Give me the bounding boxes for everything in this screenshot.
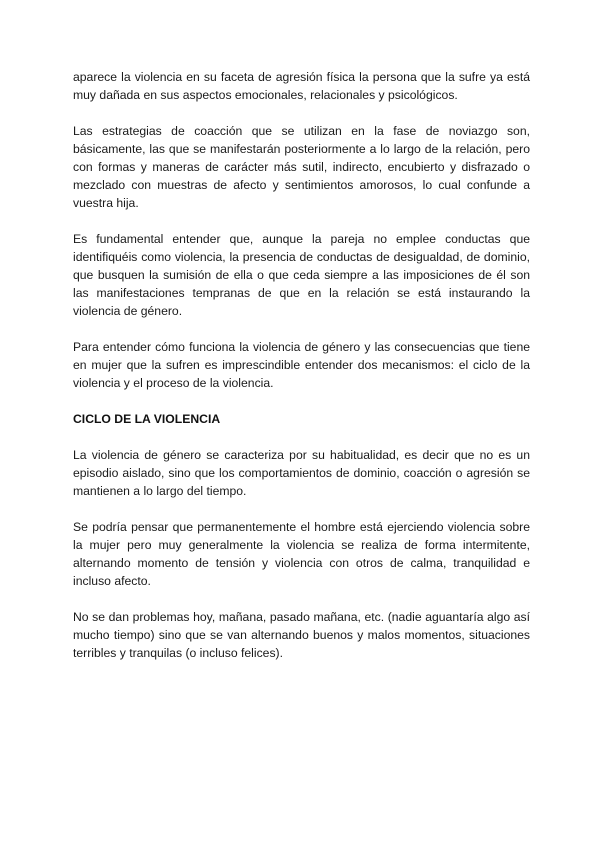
document-page (73, 68, 530, 680)
paragraph-habituality: La violencia de género se caracteriza por su habitualidad, es decir que no es un episodio aislado, sino que los comportamientos de dominio, coacción o agresión se mantienen a lo largo del tiempo. (73, 448, 530, 498)
section-heading-cycle: CICLO DE LA VIOLENCIA (73, 412, 221, 426)
paragraph-intermittent: Se podría pensar que permanentemente el hombre está ejerciendo violencia sobre la mujer pero muy generalmente la violencia se realiza de forma intermitente, alternando momento de tensión y violencia con otros de calma, tranquilidad e incluso afecto. (73, 520, 530, 588)
paragraph-mechanisms: Para entender cómo funciona la violencia de género y las consecuencias que tiene en mujer que la sufren es imprescindible entender dos mecanismos: el ciclo de la violencia y el proceso de la violencia. (73, 340, 530, 390)
paragraph-coercion-strategies: Las estrategias de coacción que se utilizan en la fase de noviazgo son, básicamente, las que se manifestarán posteriormente a lo largo de la relación, pero con formas y maneras de carácter más sutil, indirecto, encubierto y disfrazado o mezclado con muestras de afecto y sentimientos amorosos, lo cual confunde a vuestra hija. (73, 124, 530, 210)
paragraph-violence-physical: aparece la violencia en su faceta de agresión física la persona que la sufre ya está muy dañada en sus aspectos emocionales, relacionales y psicológicos. (73, 70, 530, 102)
paragraph-early-signs: Es fundamental entender que, aunque la pareja no emplee conductas que identifiquéis como violencia, la presencia de conductas de desigualdad, de dominio, que busquen la sumisión de ella o que ceda siempre a las imposiciones de él son las manifestaciones tempranas de que en la relación se está instaurando la violencia de género. (73, 232, 530, 318)
paragraph-alternating: No se dan problemas hoy, mañana, pasado mañana, etc. (nadie aguantaría algo así mucho tiempo) sino que se van alternando buenos y malos momentos, situaciones terribles y tranquilas (o incluso felices). (73, 610, 530, 660)
